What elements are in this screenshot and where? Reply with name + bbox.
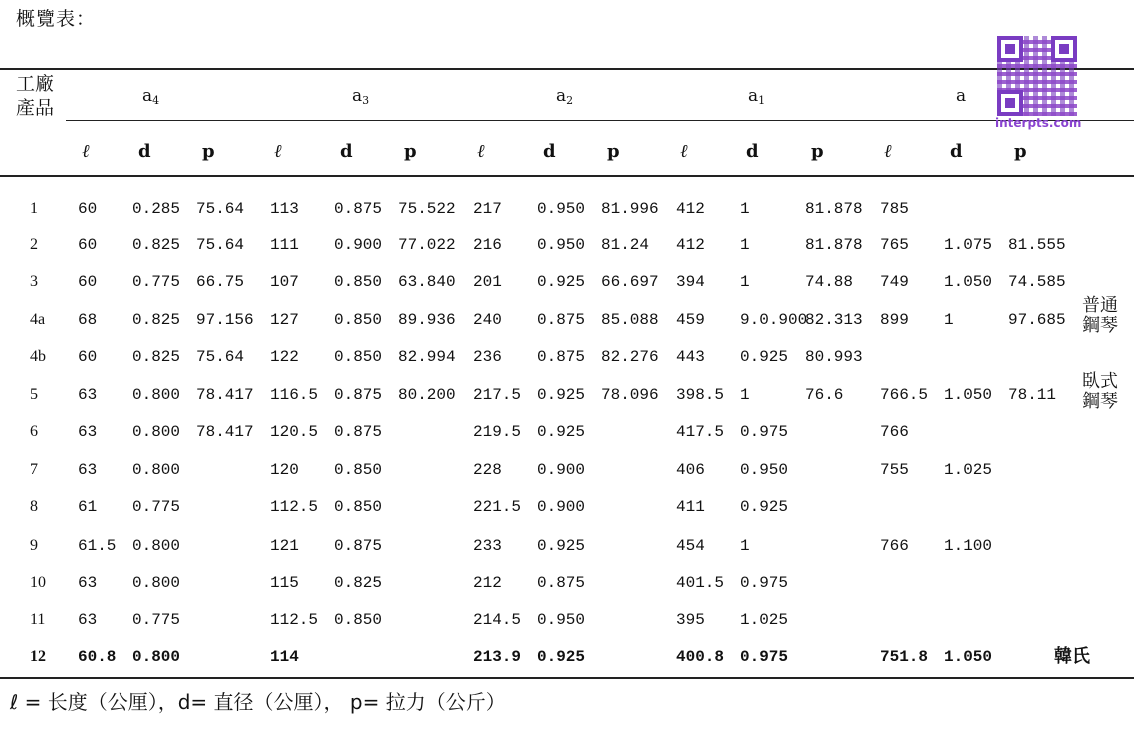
table-cell: 217 — [473, 200, 502, 218]
table-cell: 0.975 — [740, 423, 789, 441]
table-cell: 236 — [473, 348, 502, 366]
table-cell: 0.925 — [537, 386, 586, 404]
table-cell: 111 — [270, 236, 299, 254]
table-cell: 0.950 — [537, 200, 586, 218]
table-cell: 81.878 — [805, 236, 863, 254]
subcolumn-header-p: p — [811, 141, 824, 162]
table-cell: 112.5 — [270, 611, 319, 629]
table-cell: 765 — [880, 236, 909, 254]
table-cell: 0.800 — [132, 461, 181, 479]
table-cell: 114 — [270, 648, 299, 666]
subcolumn-header-p: p — [607, 141, 620, 162]
table-cell: 0.850 — [334, 348, 383, 366]
corner-header-line1: 工廠 — [16, 73, 55, 95]
table-cell: 78.11 — [1008, 386, 1057, 404]
group-header-a4: $a_4$ — [142, 86, 160, 107]
table-cell: 0.850 — [334, 273, 383, 291]
table-cell: 0.775 — [132, 611, 181, 629]
table-cell: 1.025 — [944, 461, 993, 479]
table-cell: 1.100 — [944, 537, 993, 555]
table-cell: 60 — [78, 200, 98, 218]
subcolumn-header-p: p — [202, 141, 215, 162]
table-cell: 1.050 — [944, 273, 993, 291]
table-cell: 63.840 — [398, 273, 456, 291]
table-cell: 63 — [78, 386, 98, 404]
table-cell: 0.925 — [537, 273, 586, 291]
row-id: 3 — [30, 273, 38, 290]
table-cell: 97.685 — [1008, 311, 1066, 329]
corner-header — [16, 72, 54, 120]
table-cell: 81.878 — [805, 200, 863, 218]
row-id: 11 — [30, 611, 46, 628]
table-cell: 63 — [78, 461, 98, 479]
table-cell: 0.925 — [537, 648, 586, 666]
table-cell: 0.925 — [740, 498, 789, 516]
table-cell: 61 — [78, 498, 98, 516]
table-cell: 112.5 — [270, 498, 319, 516]
table-cell: 81.996 — [601, 200, 659, 218]
row-id: 4a — [30, 311, 46, 328]
table-cell: 0.900 — [537, 461, 586, 479]
table-cell: 0.975 — [740, 574, 789, 592]
subcolumn-header-l: ℓ — [82, 141, 90, 162]
table-cell: 115 — [270, 574, 299, 592]
table-cell: 0.775 — [132, 498, 181, 516]
table-cell: 121 — [270, 537, 299, 555]
header-bottom-rule — [0, 175, 1134, 177]
page-title: 概覽表： — [16, 8, 97, 30]
row-id: 10 — [30, 574, 46, 591]
row-id: 2 — [30, 236, 38, 253]
side-label-upright-piano: 普通鋼琴 — [1082, 295, 1118, 336]
table-cell: 68 — [78, 311, 98, 329]
table-cell: 74.88 — [805, 273, 854, 291]
table-cell: 216 — [473, 236, 502, 254]
table-cell: 60.8 — [78, 648, 117, 666]
table-cell: 1.050 — [944, 648, 993, 666]
table-cell: 766 — [880, 537, 909, 555]
table-cell: 766.5 — [880, 386, 929, 404]
table-cell: 60 — [78, 348, 98, 366]
table-cell: 120 — [270, 461, 299, 479]
table-cell: 0.950 — [537, 236, 586, 254]
watermark-text: interpts.com — [995, 116, 1082, 130]
table-cell: 80.993 — [805, 348, 863, 366]
row-id: 5 — [30, 386, 38, 403]
row-id: 1 — [30, 200, 38, 217]
table-cell: 219.5 — [473, 423, 522, 441]
table-cell: 0.825 — [334, 574, 383, 592]
table-cell: 97.156 — [196, 311, 254, 329]
table-cell: 240 — [473, 311, 502, 329]
table-cell: 217.5 — [473, 386, 522, 404]
table-cell: 60 — [78, 236, 98, 254]
table-top-rule — [0, 68, 1134, 70]
row-id: 8 — [30, 498, 38, 515]
subcolumn-header-d: d — [950, 141, 963, 162]
subcolumn-header-d: d — [746, 141, 759, 162]
qr-code-icon — [997, 36, 1077, 116]
table-cell: 78.096 — [601, 386, 659, 404]
table-cell: 0.800 — [132, 574, 181, 592]
subcolumn-header-l: ℓ — [274, 141, 282, 162]
side-label-grand-piano: 臥式鋼琴 — [1082, 371, 1118, 412]
table-cell: 81.555 — [1008, 236, 1066, 254]
group-header-a3: $a_3$ — [352, 86, 370, 107]
table-cell: 233 — [473, 537, 502, 555]
table-cell: 78.417 — [196, 386, 254, 404]
subcolumn-header-p: p — [1014, 141, 1027, 162]
table-cell: 1.050 — [944, 386, 993, 404]
table-cell: 1.025 — [740, 611, 789, 629]
table-cell: 401.5 — [676, 574, 725, 592]
table-cell: 66.75 — [196, 273, 245, 291]
table-cell: 400.8 — [676, 648, 725, 666]
table-cell: 74.585 — [1008, 273, 1066, 291]
subcolumn-header-d: d — [543, 141, 556, 162]
subcolumn-header-p: p — [404, 141, 417, 162]
table-cell: 9.0.900 — [740, 311, 808, 329]
side-label-han: 韓氏 — [1054, 646, 1090, 667]
table-cell: 0.850 — [334, 498, 383, 516]
table-cell: 77.022 — [398, 236, 456, 254]
table-cell: 63 — [78, 574, 98, 592]
subcolumn-header-d: d — [138, 141, 151, 162]
table-cell: 63 — [78, 423, 98, 441]
table-cell: 0.285 — [132, 200, 181, 218]
table-cell: 0.925 — [537, 537, 586, 555]
subcolumn-header-l: ℓ — [477, 141, 485, 162]
table-cell: 454 — [676, 537, 705, 555]
group-header-a: a — [956, 86, 967, 106]
table-cell: 0.775 — [132, 273, 181, 291]
row-id: 6 — [30, 423, 38, 440]
table-cell: 1 — [740, 236, 750, 254]
table-cell: 751.8 — [880, 648, 929, 666]
table-cell: 394 — [676, 273, 705, 291]
table-cell: 60 — [78, 273, 98, 291]
row-id: 4b — [30, 348, 46, 365]
table-cell: 0.850 — [334, 311, 383, 329]
table-cell: 0.925 — [537, 423, 586, 441]
table-cell: 0.850 — [334, 611, 383, 629]
footnote: ℓ = 长度（公厘），d= 直径（公厘）， p= 拉力（公斤） — [10, 690, 506, 714]
table-cell: 0.825 — [132, 311, 181, 329]
table-cell: 1 — [740, 537, 750, 555]
table-cell: 213.9 — [473, 648, 522, 666]
group-header-a1: $a_1$ — [748, 86, 766, 107]
table-cell: 1 — [740, 386, 750, 404]
table-cell: 412 — [676, 236, 705, 254]
table-cell: 0.825 — [132, 236, 181, 254]
table-cell: 899 — [880, 311, 909, 329]
row-id: 12 — [30, 648, 46, 665]
table-cell: 411 — [676, 498, 705, 516]
table-cell: 0.800 — [132, 537, 181, 555]
table-cell: 82.276 — [601, 348, 659, 366]
table-cell: 417.5 — [676, 423, 725, 441]
table-cell: 766 — [880, 423, 909, 441]
table-cell: 0.875 — [537, 574, 586, 592]
table-cell: 412 — [676, 200, 705, 218]
table-cell: 107 — [270, 273, 299, 291]
table-cell: 76.6 — [805, 386, 844, 404]
group-header-rule — [66, 120, 1134, 121]
table-cell: 1 — [740, 273, 750, 291]
table-cell: 75.64 — [196, 348, 245, 366]
watermark-logo — [995, 36, 1082, 134]
table-cell: 122 — [270, 348, 299, 366]
table-cell: 0.925 — [740, 348, 789, 366]
table-cell: 395 — [676, 611, 705, 629]
table-cell: 0.800 — [132, 648, 181, 666]
table-cell: 443 — [676, 348, 705, 366]
table-cell: 80.200 — [398, 386, 456, 404]
table-cell: 1 — [740, 200, 750, 218]
table-cell: 1.075 — [944, 236, 993, 254]
table-cell: 0.875 — [334, 200, 383, 218]
table-cell: 1 — [944, 311, 954, 329]
row-id: 9 — [30, 537, 38, 554]
table-cell: 459 — [676, 311, 705, 329]
subcolumn-header-d: d — [340, 141, 353, 162]
table-cell: 212 — [473, 574, 502, 592]
table-cell: 120.5 — [270, 423, 319, 441]
table-cell: 0.825 — [132, 348, 181, 366]
table-cell: 201 — [473, 273, 502, 291]
table-cell: 0.875 — [334, 537, 383, 555]
table-cell: 221.5 — [473, 498, 522, 516]
table-cell: 66.697 — [601, 273, 659, 291]
table-cell: 75.522 — [398, 200, 456, 218]
table-cell: 749 — [880, 273, 909, 291]
table-cell: 81.24 — [601, 236, 650, 254]
table-cell: 228 — [473, 461, 502, 479]
table-cell: 0.875 — [334, 423, 383, 441]
table-cell: 116.5 — [270, 386, 319, 404]
table-bottom-rule — [0, 677, 1134, 679]
table-cell: 85.088 — [601, 311, 659, 329]
table-cell: 755 — [880, 461, 909, 479]
table-cell: 0.900 — [537, 498, 586, 516]
table-cell: 63 — [78, 611, 98, 629]
corner-header-line2: 產品 — [16, 97, 55, 119]
table-cell: 0.950 — [537, 611, 586, 629]
table-cell: 89.936 — [398, 311, 456, 329]
table-cell: 0.875 — [334, 386, 383, 404]
table-cell: 82.313 — [805, 311, 863, 329]
table-cell: 0.950 — [740, 461, 789, 479]
group-header-a2: $a_2$ — [556, 86, 574, 107]
table-cell: 406 — [676, 461, 705, 479]
table-cell: 0.800 — [132, 386, 181, 404]
table-cell: 75.64 — [196, 236, 245, 254]
subcolumn-header-l: ℓ — [884, 141, 892, 162]
subcolumn-header-l: ℓ — [680, 141, 688, 162]
table-cell: 0.850 — [334, 461, 383, 479]
table-cell: 785 — [880, 200, 909, 218]
table-cell: 61.5 — [78, 537, 117, 555]
table-cell: 0.875 — [537, 348, 586, 366]
table-cell: 78.417 — [196, 423, 254, 441]
table-cell: 214.5 — [473, 611, 522, 629]
table-cell: 0.800 — [132, 423, 181, 441]
table-cell: 82.994 — [398, 348, 456, 366]
table-cell: 113 — [270, 200, 299, 218]
table-cell: 398.5 — [676, 386, 725, 404]
table-cell: 75.64 — [196, 200, 245, 218]
row-id: 7 — [30, 461, 38, 478]
table-cell: 0.875 — [537, 311, 586, 329]
table-cell: 0.975 — [740, 648, 789, 666]
table-cell: 0.900 — [334, 236, 383, 254]
table-cell: 127 — [270, 311, 299, 329]
